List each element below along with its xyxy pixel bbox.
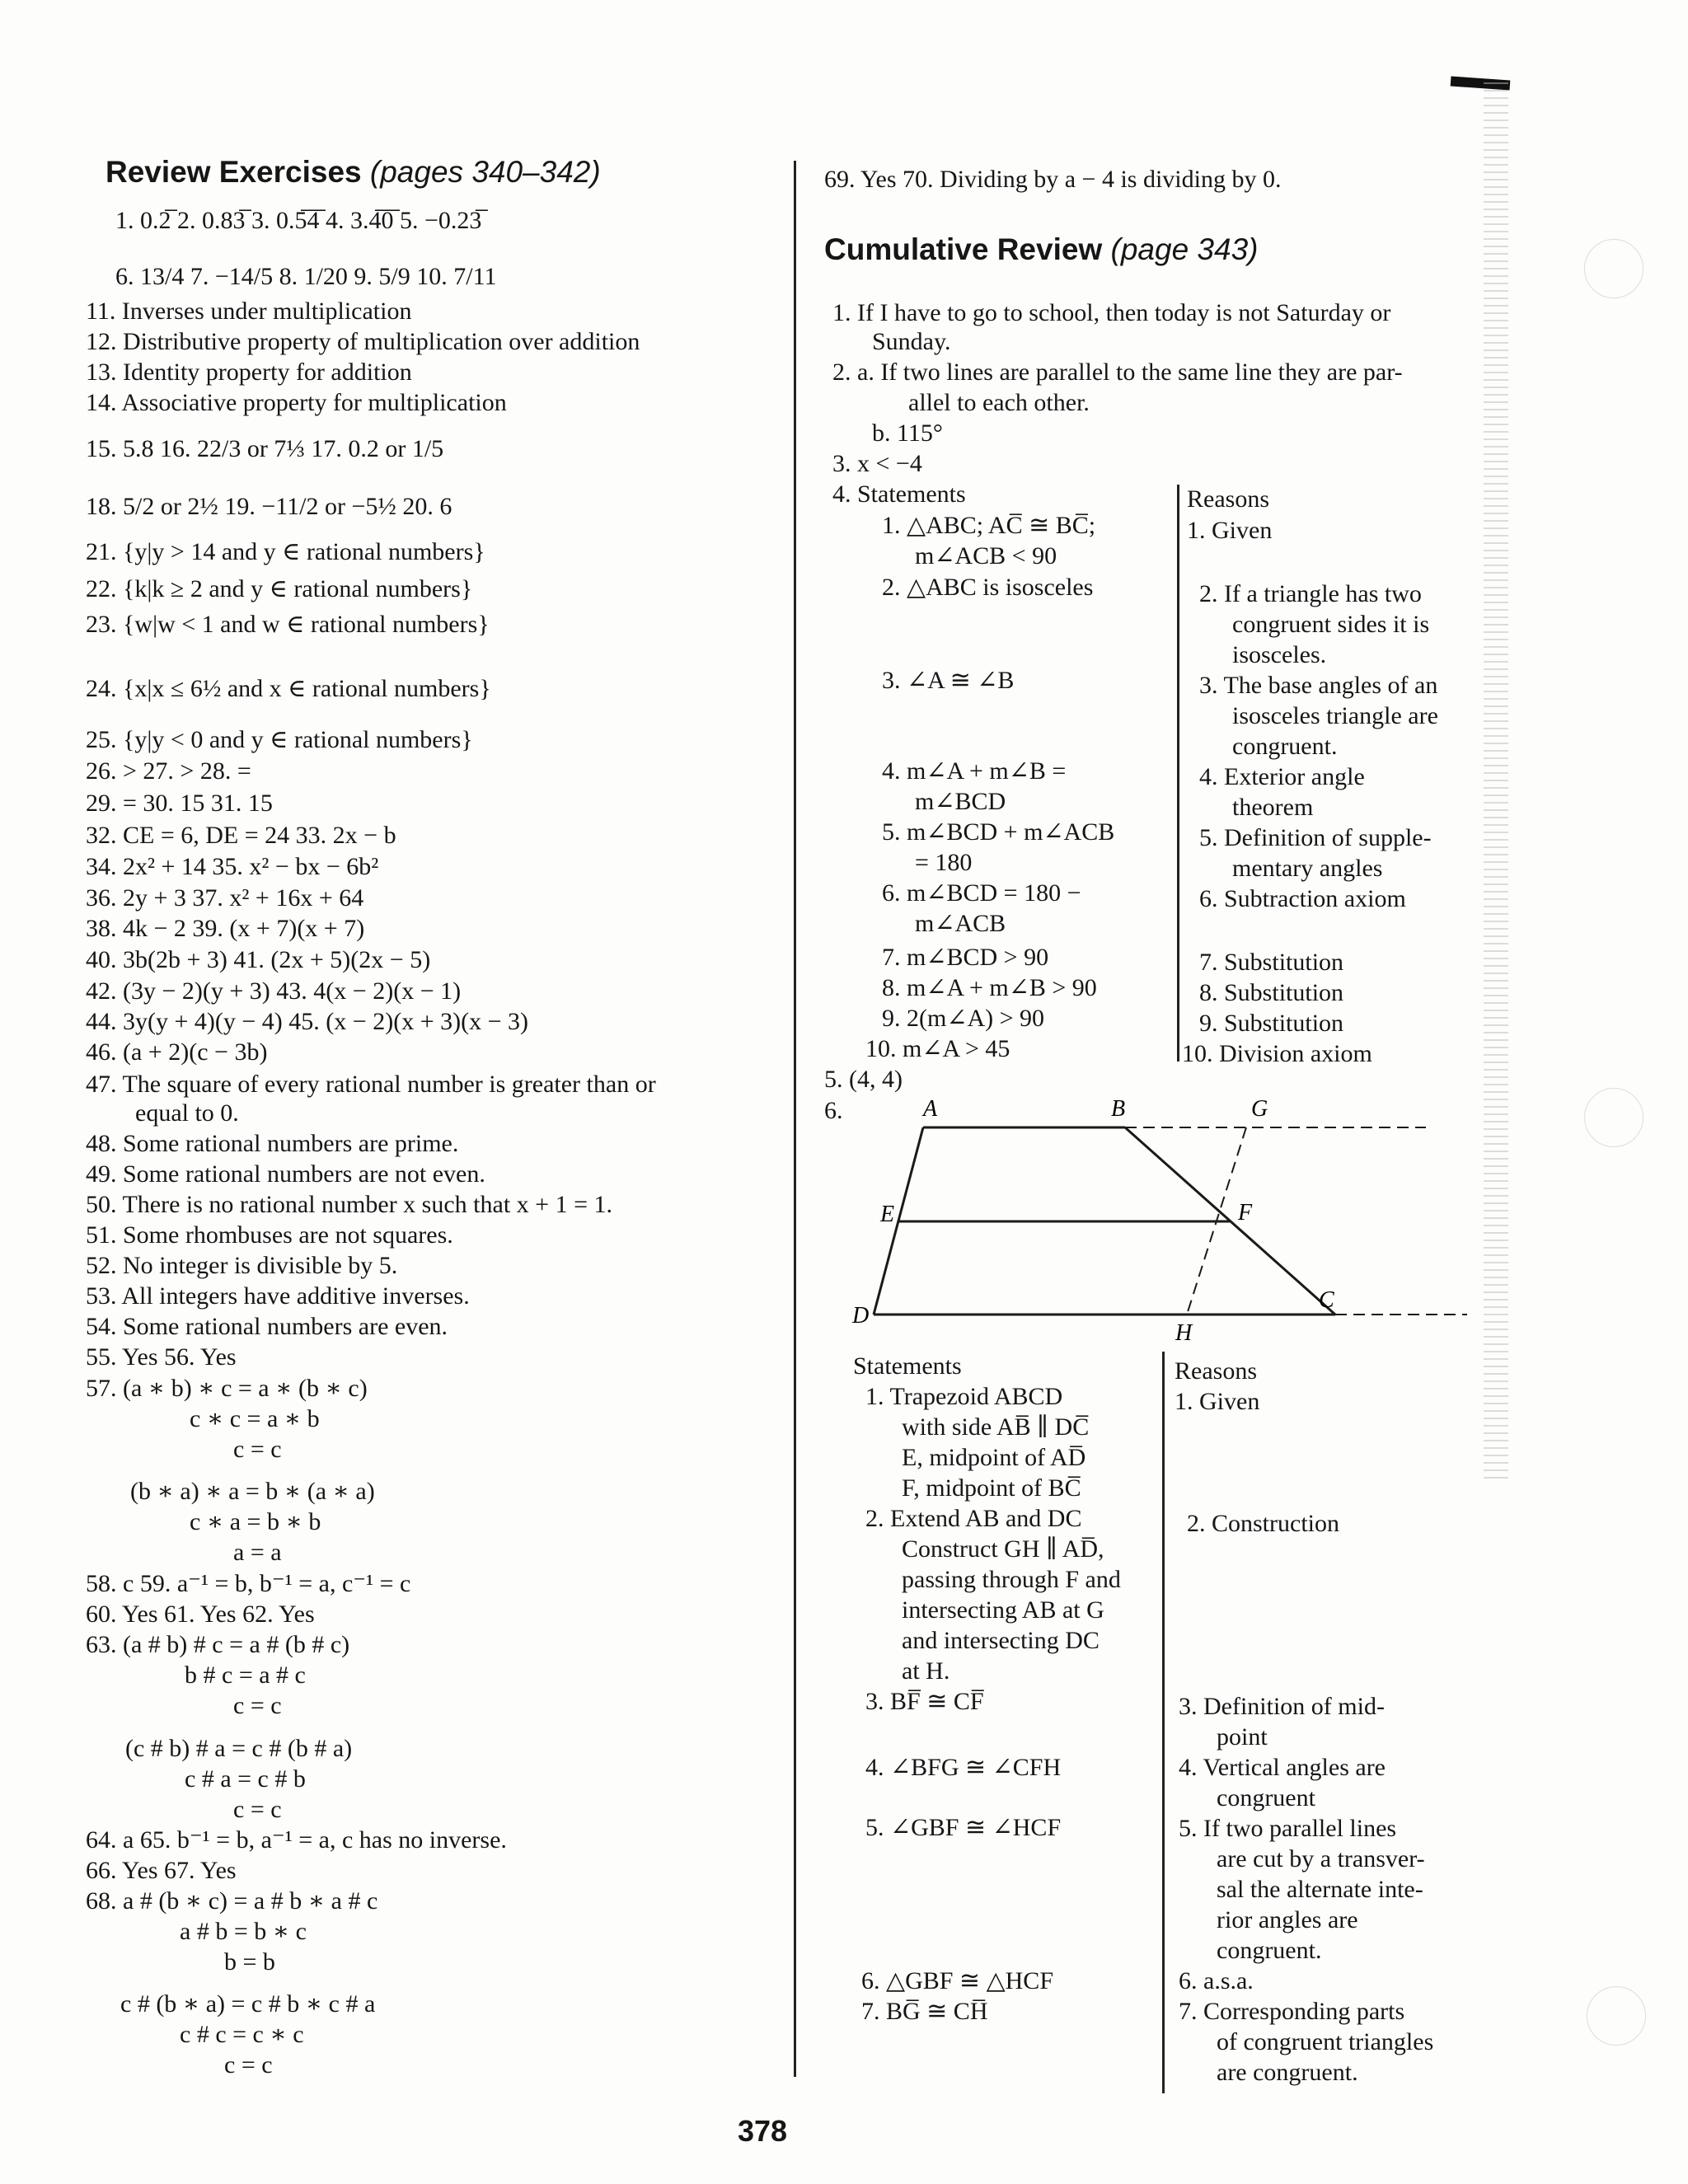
answer-line: 2. If a triangle has two <box>1199 580 1422 607</box>
answer-line: 6. <box>824 1097 843 1124</box>
answer-line: c # a = c # b <box>185 1765 306 1793</box>
answer-line: are congruent. <box>1217 2059 1358 2086</box>
answer-line: isosceles. <box>1232 641 1327 668</box>
answer-line: 6. m∠BCD = 180 − <box>882 879 1081 907</box>
answer-line: are cut by a transver- <box>1217 1845 1425 1872</box>
answer-line: 53. All integers have additive inverses. <box>86 1282 470 1310</box>
answer-line: b. 115° <box>872 419 943 447</box>
answer-line: 40. 3b(2b + 3) 41. (2x + 5)(2x − 5) <box>86 946 431 973</box>
answer-line: 46. (a + 2)(c − 3b) <box>86 1038 268 1066</box>
answer-line: 23. {w|w < 1 and w ∈ rational numbers} <box>86 611 490 638</box>
answer-line: 1. Given <box>1187 517 1273 544</box>
answer-line: 64. a 65. b⁻¹ = b, a⁻¹ = a, c has no inverse. <box>86 1826 507 1854</box>
answer-line: 3. Definition of mid- <box>1179 1693 1385 1720</box>
answer-line: 4. m∠A + m∠B = <box>882 757 1067 785</box>
answer-line: (c # b) # a = c # (b # a) <box>125 1735 353 1762</box>
answer-line: 60. Yes 61. Yes 62. Yes <box>86 1601 315 1628</box>
answer-line: 5. (4, 4) <box>824 1066 903 1093</box>
answer-line: 63. (a # b) # c = a # (b # c) <box>86 1631 350 1658</box>
answer-line: E, midpoint of AD̅ <box>902 1444 1086 1471</box>
answer-line: c # c = c ∗ c <box>180 2021 304 2048</box>
reasons-divider-1 <box>1177 485 1179 1062</box>
answer-line: 49. Some rational numbers are not even. <box>86 1160 485 1188</box>
page-number: 378 <box>738 2114 788 2148</box>
answer-line: 22. {k|k ≥ 2 and y ∈ rational numbers} <box>86 575 473 602</box>
answer-line: congruent. <box>1232 733 1338 760</box>
label-C: C <box>1319 1287 1334 1313</box>
binder-hole-middle <box>1584 1088 1643 1147</box>
answer-line: 36. 2y + 3 37. x² + 16x + 64 <box>86 884 364 912</box>
answer-line: 21. {y|y > 14 and y ∈ rational numbers} <box>86 538 485 565</box>
answer-line: c ∗ a = b ∗ b <box>190 1508 321 1535</box>
answer-line: 57. (a ∗ b) ∗ c = a ∗ (b ∗ c) <box>86 1375 368 1402</box>
answer-line: 29. = 30. 15 31. 15 <box>86 790 273 817</box>
answer-line: c ∗ c = a ∗ b <box>190 1405 320 1432</box>
answer-line: 26. > 27. > 28. = <box>86 757 251 785</box>
answer-line: Reasons <box>1187 485 1269 513</box>
answer-line: 6. △GBF ≅ △HCF <box>861 1967 1053 1994</box>
answer-line: 18. 5/2 or 2½ 19. −11/2 or −5½ 20. 6 <box>86 493 452 520</box>
answer-line: congruent. <box>1217 1937 1322 1964</box>
answer-line: 5. m∠BCD + m∠ACB <box>882 818 1115 846</box>
answer-line: 11. Inverses under multiplication <box>86 298 412 325</box>
answer-line: 1. 0.2̅ 2. 0.83̅ 3. 0.5̅4̅ 4. 3.4̅0̅ 5. −0.23̅ <box>115 207 482 234</box>
answer-line: = 180 <box>915 849 973 876</box>
answer-line: 2. △ABC is isosceles <box>882 574 1094 601</box>
answer-line: 15. 5.8 16. 22/3 or 7⅓ 17. 0.2 or 1/5 <box>86 435 444 462</box>
answer-line: 9. Substitution <box>1199 1010 1344 1037</box>
answer-line: 3. BF̅ ≅ CF̅ <box>865 1688 984 1715</box>
answer-line: 4. Vertical angles are <box>1179 1754 1386 1781</box>
answer-line: 47. The square of every rational number is greater than or <box>86 1071 656 1098</box>
answer-line: 52. No integer is divisible by 5. <box>86 1252 398 1279</box>
answer-line: 2. Construction <box>1187 1510 1339 1537</box>
answer-line: 10. m∠A > 45 <box>865 1035 1010 1062</box>
answer-line: Sunday. <box>872 328 951 355</box>
answer-line: 58. c 59. a⁻¹ = b, b⁻¹ = a, c⁻¹ = c <box>86 1570 411 1597</box>
answer-line: 4. Exterior angle <box>1199 763 1365 790</box>
review-exercises-heading: Review Exercises (pages 340–342) <box>106 155 601 189</box>
label-A: A <box>923 1096 938 1122</box>
answer-line: congruent <box>1217 1784 1315 1811</box>
answer-line: 7. m∠BCD > 90 <box>882 944 1049 971</box>
answer-line: c = c <box>233 1796 282 1823</box>
scan-edge-noise <box>1484 82 1508 1483</box>
answer-line: with side AB̅ ∥ DC̅ <box>902 1413 1090 1441</box>
answer-line: (b ∗ a) ∗ a = b ∗ (a ∗ a) <box>130 1478 375 1505</box>
label-G: G <box>1251 1096 1268 1122</box>
answer-line: 6. 13/4 7. −14/5 8. 1/20 9. 5/9 10. 7/11 <box>115 263 497 290</box>
binder-hole-top <box>1584 239 1643 298</box>
answer-line: 1. △ABC; AC̅ ≅ BC̅; <box>882 512 1096 539</box>
answer-line: of congruent triangles <box>1217 2028 1434 2055</box>
answer-line: 5. If two parallel lines <box>1179 1815 1397 1842</box>
answer-line: allel to each other. <box>908 389 1090 416</box>
answer-line: mentary angles <box>1232 855 1383 882</box>
answer-line: a # b = b ∗ c <box>180 1918 307 1945</box>
answer-line: Construct GH ∥ AD̅, <box>902 1535 1104 1563</box>
answer-line: point <box>1217 1723 1268 1750</box>
answer-line: theorem <box>1232 794 1314 821</box>
answer-line: c # (b ∗ a) = c # b ∗ c # a <box>120 1990 376 2018</box>
answer-line: b = b <box>224 1948 275 1975</box>
answer-line: a = a <box>233 1539 282 1566</box>
column-divider <box>794 161 796 2077</box>
answer-line: 66. Yes 67. Yes <box>86 1857 237 1884</box>
answer-line: m∠BCD <box>915 788 1006 815</box>
answer-line: c = c <box>224 2051 273 2079</box>
answer-line: 68. a # (b ∗ c) = a # b ∗ a # c <box>86 1887 378 1915</box>
answer-line: 32. CE = 6, DE = 24 33. 2x − b <box>86 822 396 849</box>
label-H: H <box>1175 1320 1193 1343</box>
answer-line: F, midpoint of BC̅ <box>902 1474 1081 1502</box>
answer-line: equal to 0. <box>135 1099 239 1127</box>
answer-line: 1. Trapezoid ABCD <box>865 1383 1063 1410</box>
answer-line: sal the alternate inte- <box>1217 1876 1423 1903</box>
label-F: F <box>1238 1200 1253 1226</box>
answer-line: 25. {y|y < 0 and y ∈ rational numbers} <box>86 726 473 753</box>
answer-line: 38. 4k − 2 39. (x + 7)(x + 7) <box>86 915 365 942</box>
answer-line: 3. The base angles of an <box>1199 672 1438 699</box>
answer-69-70: 69. Yes 70. Dividing by a − 4 is dividing by 0. <box>824 166 1282 193</box>
answer-line: 55. Yes 56. Yes <box>86 1343 237 1371</box>
answer-line: 24. {x|x ≤ 6½ and x ∈ rational numbers} <box>86 675 491 702</box>
answer-line: 7. BG̅ ≅ CH̅ <box>861 1998 988 2025</box>
answer-line: 6. Subtraction axiom <box>1199 885 1406 912</box>
answer-line: rior angles are <box>1217 1906 1358 1933</box>
answer-line: 8. m∠A + m∠B > 90 <box>882 974 1097 1001</box>
answer-line: m∠ACB < 90 <box>915 542 1057 569</box>
answer-line: 5. Definition of supple- <box>1199 824 1432 851</box>
answer-line: 4. ∠BFG ≅ ∠CFH <box>865 1754 1062 1781</box>
answer-line: at H. <box>902 1657 950 1685</box>
answer-line: 5. ∠GBF ≅ ∠HCF <box>865 1814 1062 1841</box>
answer-line: 8. Substitution <box>1199 979 1344 1006</box>
answer-line: 44. 3y(y + 4)(y − 4) 45. (x − 2)(x + 3)(x − 3) <box>86 1008 528 1035</box>
answer-line: 1. Given <box>1175 1388 1260 1415</box>
answer-line: 4. Statements <box>832 480 966 508</box>
label-B: B <box>1111 1096 1126 1122</box>
answer-line: 51. Some rhombuses are not squares. <box>86 1221 453 1249</box>
answer-line: c = c <box>233 1436 282 1463</box>
answer-line: 48. Some rational numbers are prime. <box>86 1130 459 1157</box>
answer-line: 7. Corresponding parts <box>1179 1998 1405 2025</box>
answer-line: b # c = a # c <box>185 1661 306 1689</box>
answer-line: and intersecting DC <box>902 1627 1100 1654</box>
label-D: D <box>852 1303 870 1329</box>
answer-line: 3. ∠A ≅ ∠B <box>882 667 1015 694</box>
answer-line: 6. a.s.a. <box>1179 1967 1254 1994</box>
answer-line: 9. 2(m∠A) > 90 <box>882 1005 1045 1032</box>
answer-line: isosceles triangle are <box>1232 702 1438 729</box>
answer-line: 54. Some rational numbers are even. <box>86 1313 448 1340</box>
answer-line: 10. Division axiom <box>1182 1040 1372 1067</box>
answer-line: Reasons <box>1175 1357 1257 1385</box>
answer-line: 13. Identity property for addition <box>86 359 412 386</box>
answer-line: 2. Extend AB and DC <box>865 1505 1082 1532</box>
answer-line: 3. x < −4 <box>832 450 922 477</box>
cumulative-review-heading: Cumulative Review (page 343) <box>824 232 1259 266</box>
label-E: E <box>880 1202 895 1227</box>
answer-line: 34. 2x² + 14 35. x² − bx − 6b² <box>86 853 379 880</box>
answer-line: 2. a. If two lines are parallel to the same line they are par- <box>832 359 1403 386</box>
binder-hole-bottom <box>1587 1986 1646 2046</box>
answer-line: 50. There is no rational number x such that x + 1 = 1. <box>86 1191 612 1218</box>
answer-line: intersecting AB at G <box>902 1596 1104 1624</box>
trapezoid-figure <box>841 1096 1475 1343</box>
answer-line: c = c <box>233 1692 282 1719</box>
answer-line: Statements <box>853 1352 962 1380</box>
answer-line: passing through F and <box>902 1566 1121 1593</box>
answer-line: congruent sides it is <box>1232 611 1430 638</box>
answer-line: 1. If I have to go to school, then today is not Saturday or <box>832 299 1391 326</box>
reasons-divider-2 <box>1162 1352 1165 2093</box>
answer-line: 12. Distributive property of multiplication over addition <box>86 328 640 355</box>
answer-line: m∠ACB <box>915 910 1006 937</box>
answer-line: 7. Substitution <box>1199 949 1344 976</box>
answer-line: 14. Associative property for multiplication <box>86 389 507 416</box>
answer-line: 42. (3y − 2)(y + 3) 43. 4(x − 2)(x − 1) <box>86 977 462 1005</box>
